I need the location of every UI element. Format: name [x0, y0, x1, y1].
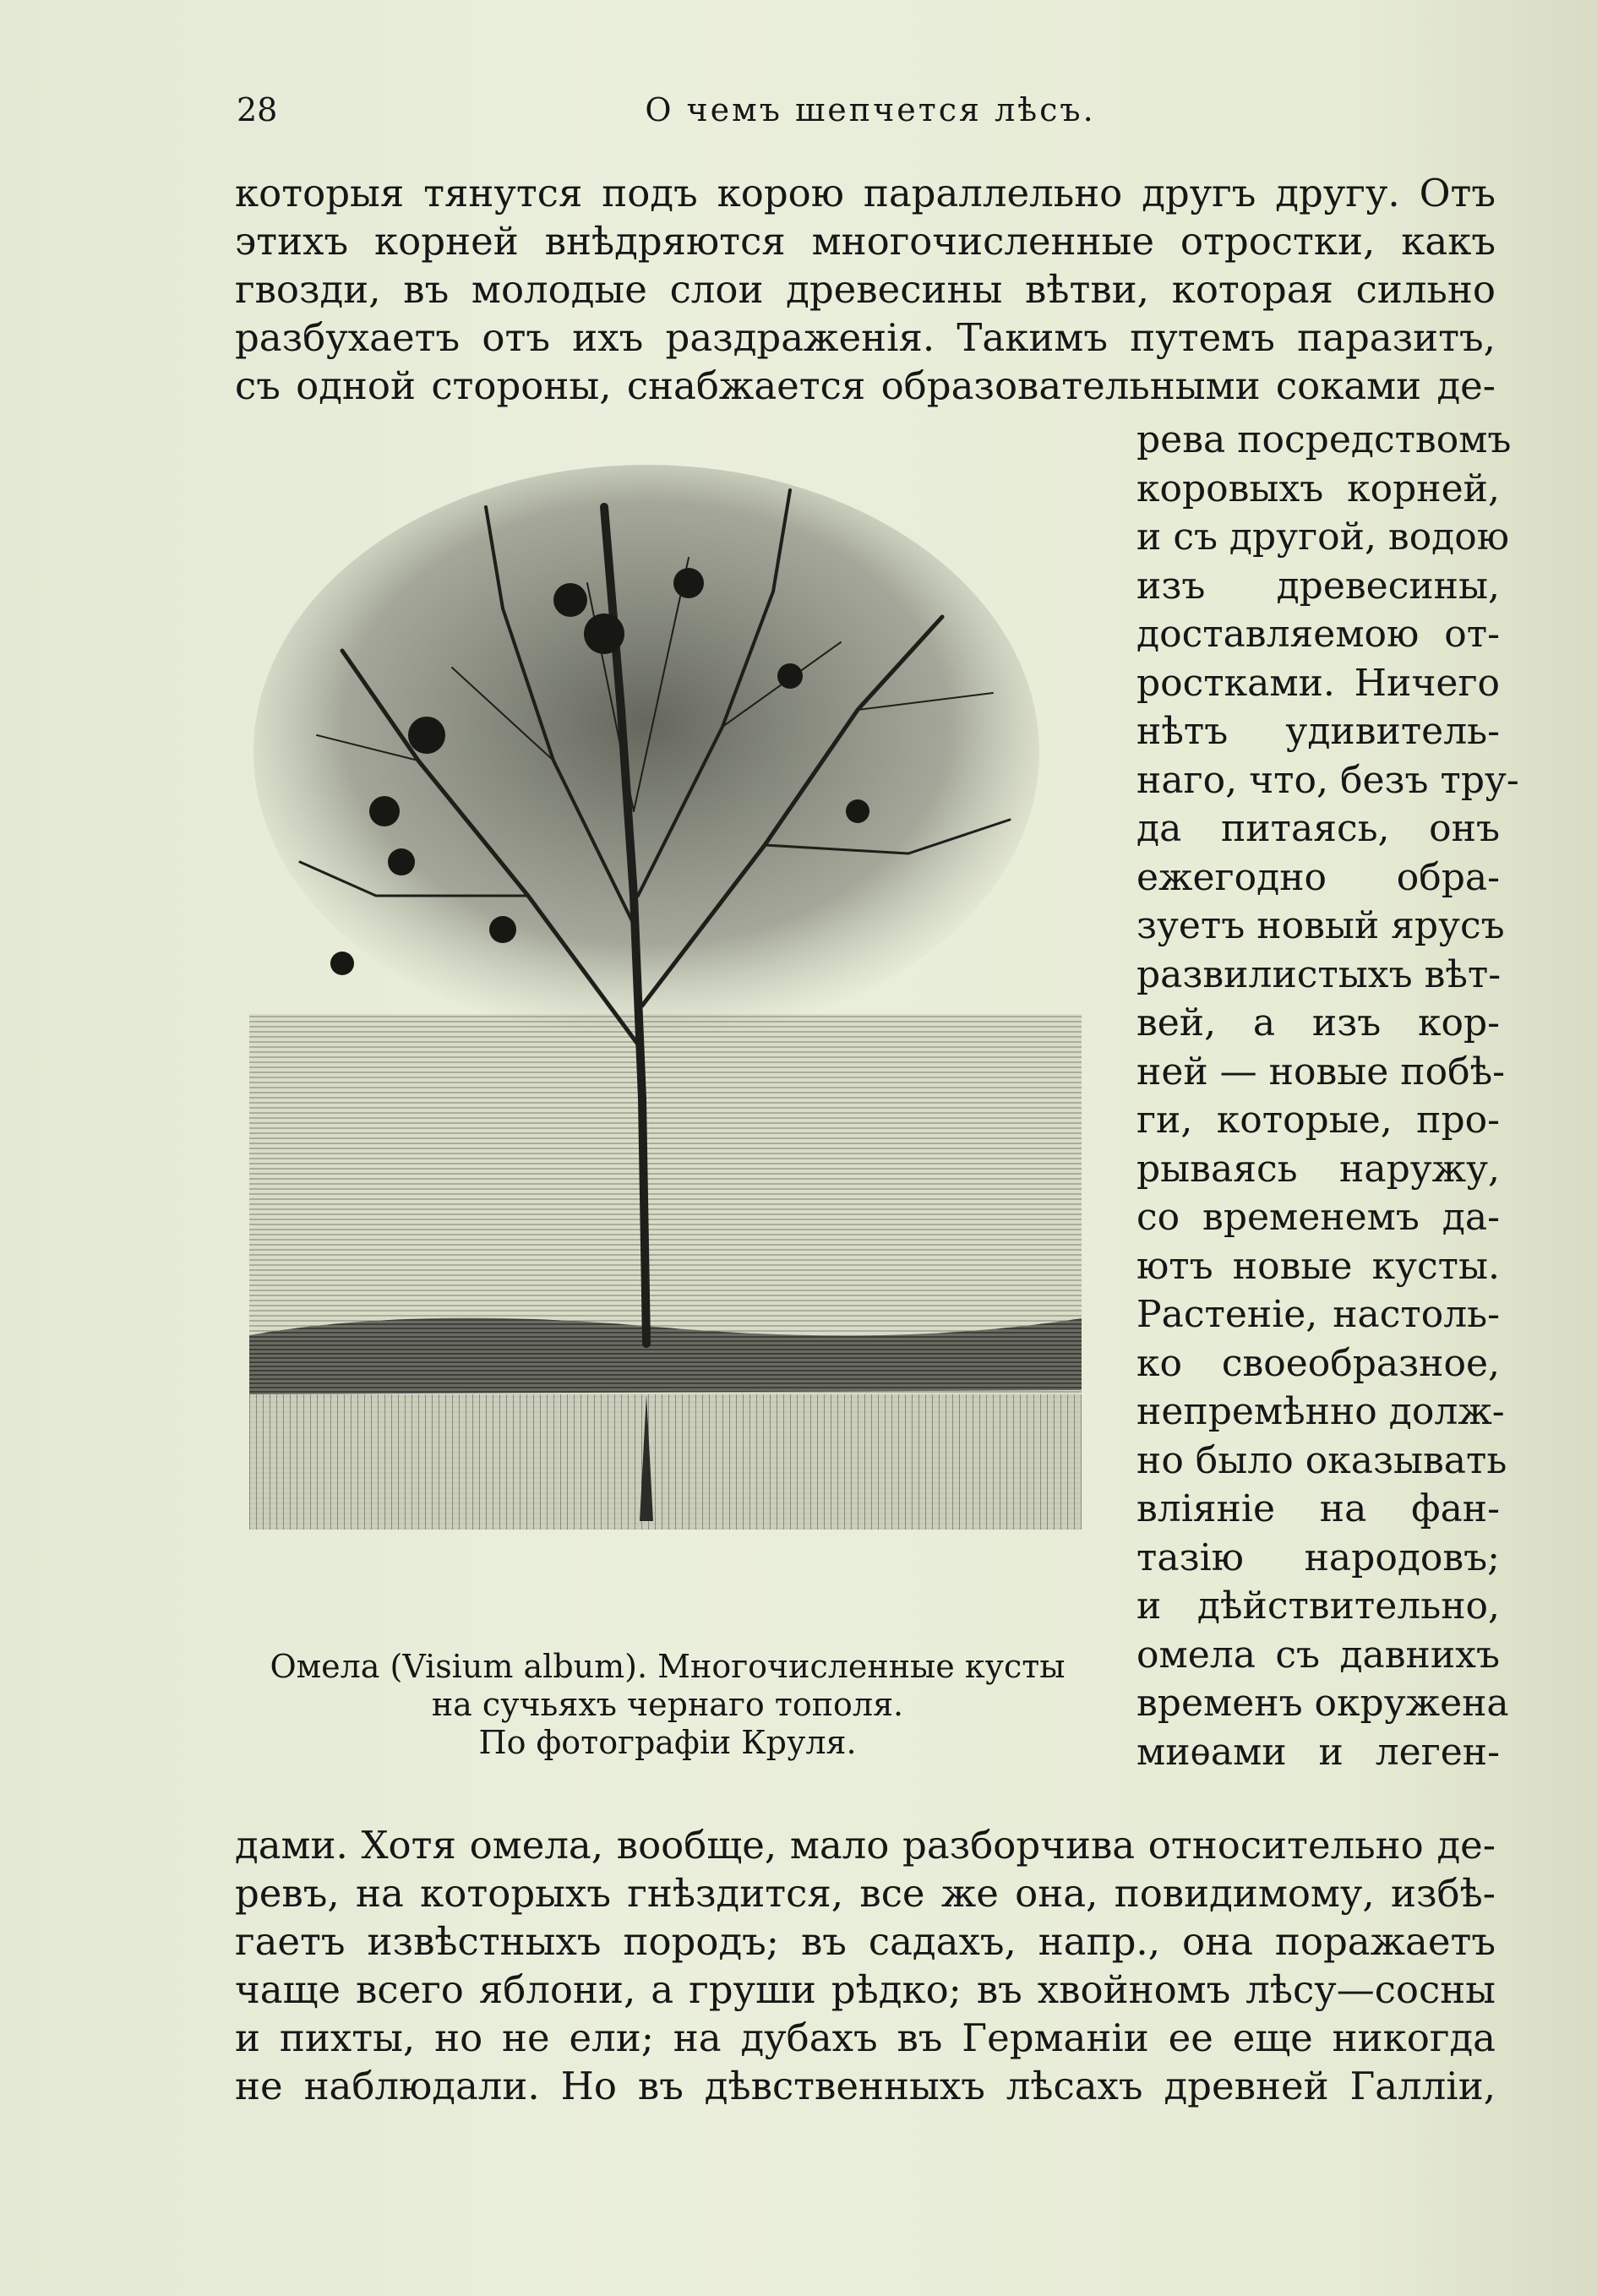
text-line: коровыхъ корней, — [1136, 466, 1500, 510]
figure-caption — [241, 1648, 1094, 1762]
text-line: изъ древесины, — [1136, 564, 1500, 608]
text-line: вліяніе на фан- — [1136, 1487, 1500, 1530]
text-line: гаетъ извѣстныхъ породъ; въ садахъ, напр., она поражаетъ — [235, 1919, 1496, 1964]
text-line: этихъ корней внѣдряются многочисленные отростки, какъ — [235, 219, 1496, 264]
text-line: доставляемою от- — [1136, 613, 1500, 656]
text-line: чаще всего яблони, а груши рѣдко; въ хвойномъ лѣсу—сосны — [235, 1967, 1496, 2012]
caption-line: на сучьяхъ чернаго тополя. — [431, 1686, 904, 1723]
caption-line: По фотографіи Круля. — [478, 1724, 857, 1761]
text-line: ютъ новые кусты. — [1136, 1244, 1500, 1288]
text-line: и дѣйствительно, — [1136, 1584, 1500, 1628]
text-line: тазію народовъ; — [1136, 1535, 1500, 1579]
bottom-paragraph — [235, 1821, 1496, 2110]
text-line: рева посредствомъ — [1136, 418, 1512, 461]
text-line: да питаясь, онъ — [1136, 807, 1500, 850]
side-column-text — [1136, 416, 1519, 1776]
top-paragraph — [235, 169, 1496, 410]
tree-illustration — [249, 456, 1082, 1601]
text-line: и пихты, но не ели; на дубахъ въ Германіи ее еще никогда — [235, 2015, 1496, 2060]
text-line: зуетъ новый ярусъ — [1136, 904, 1505, 947]
text-line: нѣтъ удивитель- — [1136, 710, 1500, 753]
text-line: ги, которые, про- — [1136, 1099, 1500, 1142]
text-line: со временемъ да- — [1136, 1196, 1500, 1239]
text-line: наго, что, безъ тру- — [1136, 758, 1519, 802]
text-line: ревъ, на которыхъ гнѣздится, все же она, повидимому, избѣ- — [235, 1871, 1496, 1916]
text-line: ростками. Ничего — [1136, 661, 1500, 705]
text-line: временъ окружена — [1136, 1682, 1509, 1725]
text-line: ней — новые побѣ- — [1136, 1050, 1506, 1093]
text-line: разбухаетъ отъ ихъ раздраженія. Такимъ путемъ паразитъ, — [235, 315, 1496, 360]
text-line: не наблюдали. Но въ дѣвственныхъ лѣсахъ древней Галліи, — [235, 2064, 1496, 2108]
text-line: омела съ давнихъ — [1136, 1633, 1500, 1677]
text-line: гвозди, въ молодые слои древесины вѣтви, которая сильно — [235, 267, 1496, 312]
text-line: вей, а изъ кор- — [1136, 1001, 1500, 1044]
text-line: которыя тянутся подъ корою параллельно другъ другу. Отъ — [235, 171, 1496, 215]
text-line: ежегодно обра- — [1136, 855, 1500, 899]
text-line: ко своеобразное, — [1136, 1341, 1500, 1385]
caption-line: Омела (Visium album). Многочисленные кусты — [270, 1648, 1066, 1685]
text-line: дами. Хотя омела, вообще, мало разборчива относительно де- — [235, 1823, 1496, 1868]
text-line: но было оказывать — [1136, 1438, 1507, 1482]
text-line: съ одной стороны, снабжается образовательными соками де- — [235, 363, 1496, 408]
running-title: О чемъ шепчется лѣсъ. — [645, 91, 1096, 128]
water — [249, 1394, 1082, 1530]
text-line: миѳами и леген- — [1136, 1730, 1500, 1774]
page-header — [237, 91, 1504, 142]
text-line: непремѣнно долж- — [1136, 1390, 1505, 1433]
text-line: развилистыхъ вѣт- — [1136, 952, 1502, 996]
text-line: рываясь наружу, — [1136, 1147, 1500, 1191]
text-line: Растеніе, настоль- — [1136, 1293, 1500, 1336]
page-number: 28 — [237, 91, 278, 128]
text-line: и съ другой, водою — [1136, 515, 1510, 559]
